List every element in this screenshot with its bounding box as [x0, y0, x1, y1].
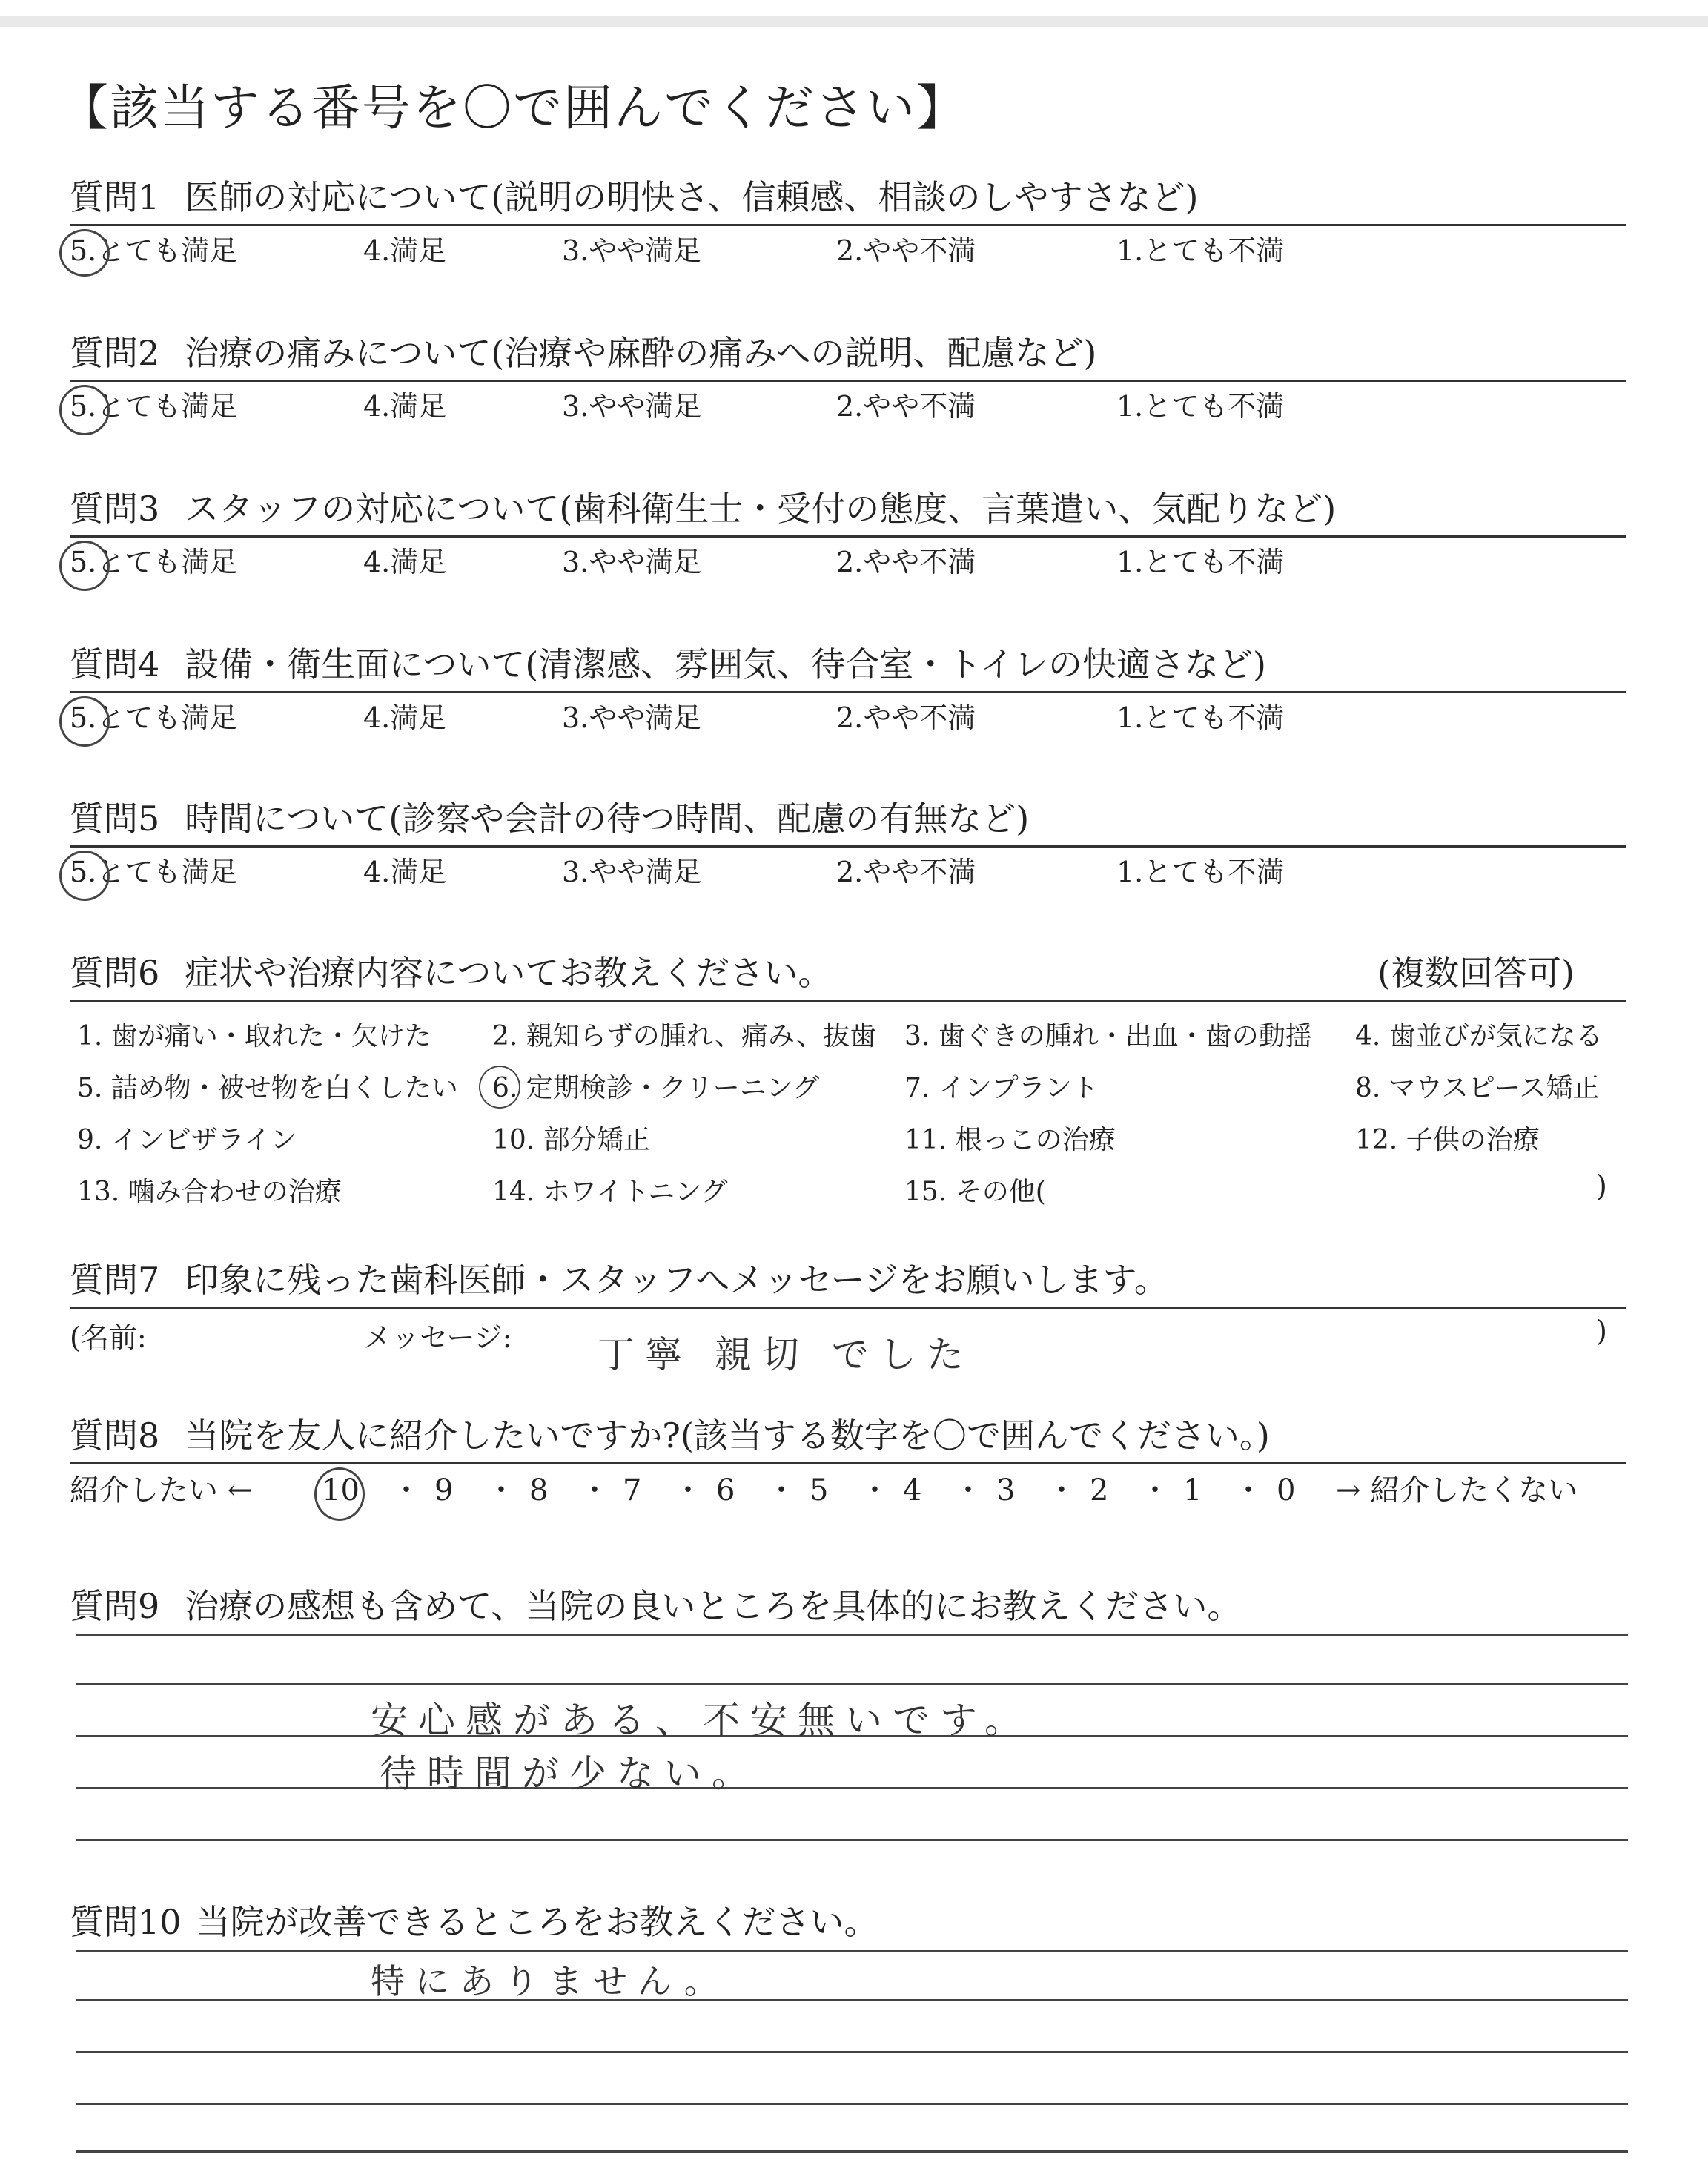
symptom-option[interactable]: 1. 歯が痛い・取れた・欠けた: [77, 1021, 431, 1051]
question-text: 治療の痛みについて(治療や麻酔の痛みへの説明、配慮など): [185, 333, 1097, 373]
question-6: [70, 946, 1626, 1209]
symptom-option[interactable]: 13. 噛み合わせの治療: [77, 1177, 342, 1207]
symptom-option[interactable]: 4. 歯並びが気になる: [1355, 1021, 1603, 1051]
answer-line: [76, 1999, 1628, 2001]
question-2: [70, 326, 1626, 431]
symptom-option[interactable]: 14. ホワイトニング: [492, 1177, 728, 1207]
symptom-option[interactable]: 2. 親知らずの腫れ、痛み、抜歯: [492, 1021, 877, 1051]
handwritten-answer: 待時間が少ない。: [380, 1752, 759, 1795]
scale-dot: ・: [1047, 1473, 1076, 1507]
option-1[interactable]: 1.とても不満: [1116, 546, 1285, 578]
rating-options: [70, 382, 1626, 431]
symptom-option[interactable]: 10. 部分矯正: [492, 1125, 650, 1155]
answer-line: [76, 1683, 1628, 1685]
question-text: 印象に残った歯科医師・スタッフへメッセージをお願いします。: [185, 1260, 1168, 1300]
question-text: 当院が改善できるところをお教えください。: [196, 1902, 878, 1942]
question-title: [70, 326, 1626, 380]
scale-dot: ・: [1234, 1473, 1263, 1507]
rating-options: [70, 226, 1626, 275]
symptom-options: [70, 1002, 1626, 1209]
handwritten-answer: 安心感がある、不安無いです。: [371, 1699, 1032, 1742]
question-number: 質問10: [70, 1902, 182, 1942]
question-number: 質問6: [70, 953, 160, 993]
option-2[interactable]: 2.やや不満: [836, 701, 976, 734]
other-close-paren: ): [1595, 1169, 1607, 1203]
question-text: 症状や治療内容についてお教えください。: [185, 953, 833, 993]
symptom-option[interactable]: 11. 根っこの治療: [904, 1125, 1116, 1155]
option-5[interactable]: 5.とても満足: [70, 546, 238, 578]
scale-dot: ・: [953, 1473, 983, 1507]
question-8: [70, 1409, 1626, 1516]
question-title: [70, 482, 1626, 535]
option-2[interactable]: 2.やや不満: [836, 390, 976, 423]
option-2[interactable]: 2.やや不満: [836, 234, 976, 267]
option-2[interactable]: 2.やや不満: [836, 546, 976, 578]
selection-circle: [314, 1467, 365, 1521]
option-4[interactable]: 4.満足: [363, 390, 447, 423]
scale-8[interactable]: 8: [529, 1473, 549, 1507]
answer-line: [76, 1839, 1628, 1841]
question-text: 時間について(診察や会計の待つ時間、配慮の有無など): [185, 799, 1030, 839]
rating-options: [70, 693, 1626, 742]
option-4[interactable]: 4.満足: [363, 234, 447, 267]
selection-circle: [59, 851, 110, 901]
question-title: [70, 1895, 1626, 1949]
option-4[interactable]: 4.満足: [363, 856, 447, 888]
option-4[interactable]: 4.満足: [363, 546, 447, 578]
scale-dot: ・: [673, 1473, 703, 1507]
scale-2[interactable]: 2: [1090, 1473, 1109, 1507]
page-title: 【該当する番号を〇で囲んでください】: [59, 79, 967, 136]
question-title: [70, 171, 1626, 224]
scan-edge: [0, 16, 1708, 27]
question-title: [70, 1409, 1626, 1462]
scale-1[interactable]: 1: [1183, 1473, 1202, 1507]
option-5[interactable]: 5.とても満足: [70, 234, 238, 267]
question-1: [70, 171, 1626, 275]
handwritten-answer: 特にありません。: [371, 1961, 729, 2001]
scale-dot: ・: [580, 1473, 609, 1507]
rating-options: [70, 848, 1626, 896]
scale-9[interactable]: 9: [434, 1473, 454, 1507]
question-9: [70, 1579, 1626, 1633]
message-close-paren: ): [1596, 1315, 1607, 1347]
scale-dot: ・: [767, 1473, 796, 1507]
answer-line: [76, 1950, 1628, 1952]
option-3[interactable]: 3.やや満足: [562, 701, 702, 734]
question-title: [70, 1253, 1626, 1307]
question-3: [70, 482, 1626, 587]
option-5[interactable]: 5.とても満足: [70, 701, 238, 734]
answer-line: [76, 2051, 1628, 2053]
scale-right-label: → 紹介したくない: [1336, 1473, 1578, 1507]
scale-dot: ・: [860, 1473, 890, 1507]
option-1[interactable]: 1.とても不満: [1116, 856, 1285, 888]
question-number: 質問9: [70, 1586, 160, 1626]
selection-circle: [59, 541, 110, 591]
question-number: 質問2: [70, 333, 160, 373]
question-5: [70, 792, 1626, 896]
option-3[interactable]: 3.やや満足: [562, 390, 702, 423]
symptom-option[interactable]: 7. インプラント: [904, 1073, 1099, 1103]
scale-6[interactable]: 6: [716, 1473, 735, 1507]
scale-0[interactable]: 0: [1277, 1473, 1296, 1507]
symptom-option[interactable]: 8. マウスピース矯正: [1355, 1073, 1600, 1103]
answer-line: [76, 1787, 1628, 1789]
scale-4[interactable]: 4: [903, 1473, 922, 1507]
rating-options: [70, 538, 1626, 587]
option-5[interactable]: 5.とても満足: [70, 856, 238, 888]
question-title: [70, 792, 1626, 845]
selection-circle: [479, 1066, 520, 1109]
scale-5[interactable]: 5: [810, 1473, 829, 1507]
option-3[interactable]: 3.やや満足: [562, 856, 702, 888]
scale-dot: ・: [1140, 1473, 1170, 1507]
question-text: スタッフの対応について(歯科衛生士・受付の態度、言葉遣い、気配りなど): [185, 489, 1337, 529]
option-1[interactable]: 1.とても不満: [1116, 390, 1285, 423]
symptom-option[interactable]: 9. インビザライン: [77, 1125, 297, 1155]
symptom-option[interactable]: 15. その他(: [904, 1177, 1046, 1207]
symptom-option[interactable]: 12. 子供の治療: [1355, 1125, 1540, 1155]
question-title: [70, 946, 1626, 1000]
option-1[interactable]: 1.とても不満: [1116, 234, 1285, 267]
recommend-scale: [70, 1464, 1626, 1516]
option-4[interactable]: 4.満足: [363, 701, 447, 734]
option-2[interactable]: 2.やや不満: [836, 856, 976, 888]
scale-3[interactable]: 3: [996, 1473, 1016, 1507]
question-number: 質問8: [70, 1416, 160, 1456]
question-number: 質問3: [70, 489, 160, 529]
question-number: 質問7: [70, 1260, 160, 1300]
option-1[interactable]: 1.とても不満: [1116, 701, 1285, 734]
question-7: [70, 1253, 1626, 1376]
answer-line: [76, 2103, 1628, 2105]
handwritten-message: 丁寧 親切 でした: [598, 1333, 974, 1376]
selection-circle: [59, 229, 110, 277]
question-text: 医師の対応について(説明の明快さ、信頼感、相談のしやすさなど): [185, 177, 1199, 217]
name-label: (名前:: [70, 1321, 147, 1354]
answer-line: [76, 2150, 1628, 2153]
symptom-option[interactable]: 5. 詰め物・被せ物を白くしたい: [77, 1073, 458, 1103]
question-number: 質問4: [70, 644, 160, 684]
answer-line: [76, 1634, 1628, 1636]
scale-left-label: 紹介したい ←: [70, 1473, 253, 1507]
question-text: 当院を友人に紹介したいですか?(該当する数字を〇で囲んでください。): [185, 1416, 1270, 1456]
scale-7[interactable]: 7: [623, 1473, 642, 1507]
scale-10[interactable]: 10: [322, 1473, 360, 1507]
question-title: [70, 638, 1626, 691]
question-number: 質問5: [70, 799, 160, 839]
symptom-option[interactable]: 3. 歯ぐきの腫れ・出血・歯の動揺: [904, 1021, 1312, 1051]
symptom-option[interactable]: 6. 定期検診・クリーニング: [492, 1073, 820, 1103]
question-text: 設備・衛生面について(清潔感、雰囲気、待合室・トイレの快適さなど): [185, 644, 1266, 684]
question-title: [70, 1579, 1626, 1633]
question-4: [70, 638, 1626, 742]
message-label: メッセージ:: [363, 1321, 512, 1354]
question-number: 質問1: [70, 177, 160, 217]
option-5[interactable]: 5.とても満足: [70, 390, 238, 423]
multiple-answer-note: (複数回答可): [1377, 953, 1575, 993]
selection-circle: [59, 385, 110, 435]
selection-circle: [59, 696, 110, 747]
option-3[interactable]: 3.やや満足: [562, 546, 702, 578]
option-3[interactable]: 3.やや満足: [562, 234, 702, 267]
message-row: [70, 1309, 1626, 1376]
question-text: 治療の感想も含めて、当院の良いところを具体的にお教えください。: [185, 1586, 1242, 1626]
scale-dot: ・: [486, 1473, 516, 1507]
question-10: [70, 1895, 1626, 1949]
scale-dot: ・: [391, 1473, 421, 1507]
